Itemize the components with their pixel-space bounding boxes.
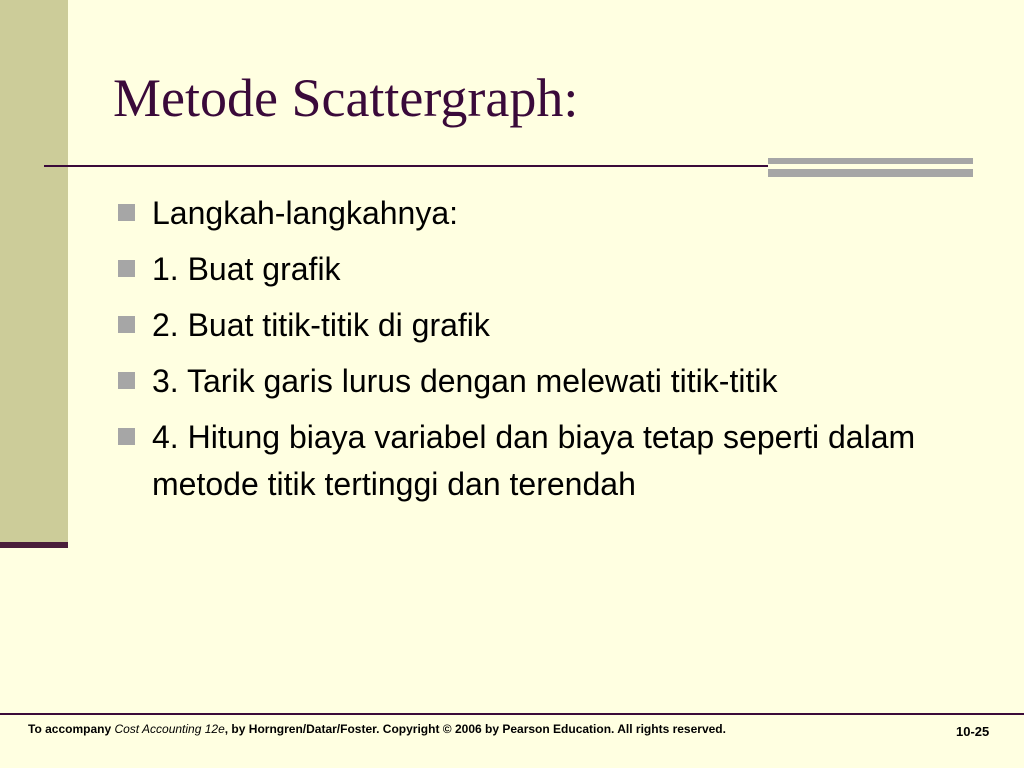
slide-number: 10-25 bbox=[956, 724, 990, 739]
bullet-text: 3. Tarik garis lurus dengan melewati titik-titik bbox=[152, 363, 778, 399]
bullet-text: Langkah-langkahnya: bbox=[152, 195, 459, 231]
square-bullet-icon bbox=[118, 372, 135, 389]
gray-accent-bar-bottom bbox=[768, 169, 973, 177]
gray-accent-bar-top bbox=[768, 158, 973, 164]
left-decorative-band bbox=[0, 0, 68, 545]
bullet-item bbox=[114, 358, 974, 404]
footer-book-title: Cost Accounting 12e bbox=[114, 722, 225, 736]
slide-title: Metode Scattergraph: bbox=[113, 68, 579, 128]
footer-rule bbox=[0, 713, 1024, 715]
bullet-text: 1. Buat grafik bbox=[152, 251, 341, 287]
title-rule-gray-accent bbox=[768, 158, 973, 180]
title-underline-rule bbox=[44, 165, 768, 167]
bullet-list bbox=[114, 190, 974, 518]
left-band-accent-bar bbox=[0, 542, 68, 548]
bullet-item bbox=[114, 190, 974, 236]
footer-prefix: To accompany bbox=[28, 722, 115, 736]
square-bullet-icon bbox=[118, 316, 135, 333]
bullet-item bbox=[114, 414, 974, 508]
square-bullet-icon bbox=[118, 428, 135, 445]
bullet-text: 2. Buat titik-titik di grafik bbox=[152, 307, 490, 343]
footer-copyright bbox=[28, 722, 726, 736]
bullet-item bbox=[114, 302, 974, 348]
square-bullet-icon bbox=[118, 260, 135, 277]
bullet-text: 4. Hitung biaya variabel dan biaya tetap seperti dalam metode titik tertinggi dan terendah bbox=[152, 419, 916, 502]
bullet-item bbox=[114, 246, 974, 292]
square-bullet-icon bbox=[118, 204, 135, 221]
footer-suffix: , by Horngren/Datar/Foster. Copyright © 2006 by Pearson Education. All rights reserved. bbox=[224, 722, 726, 736]
